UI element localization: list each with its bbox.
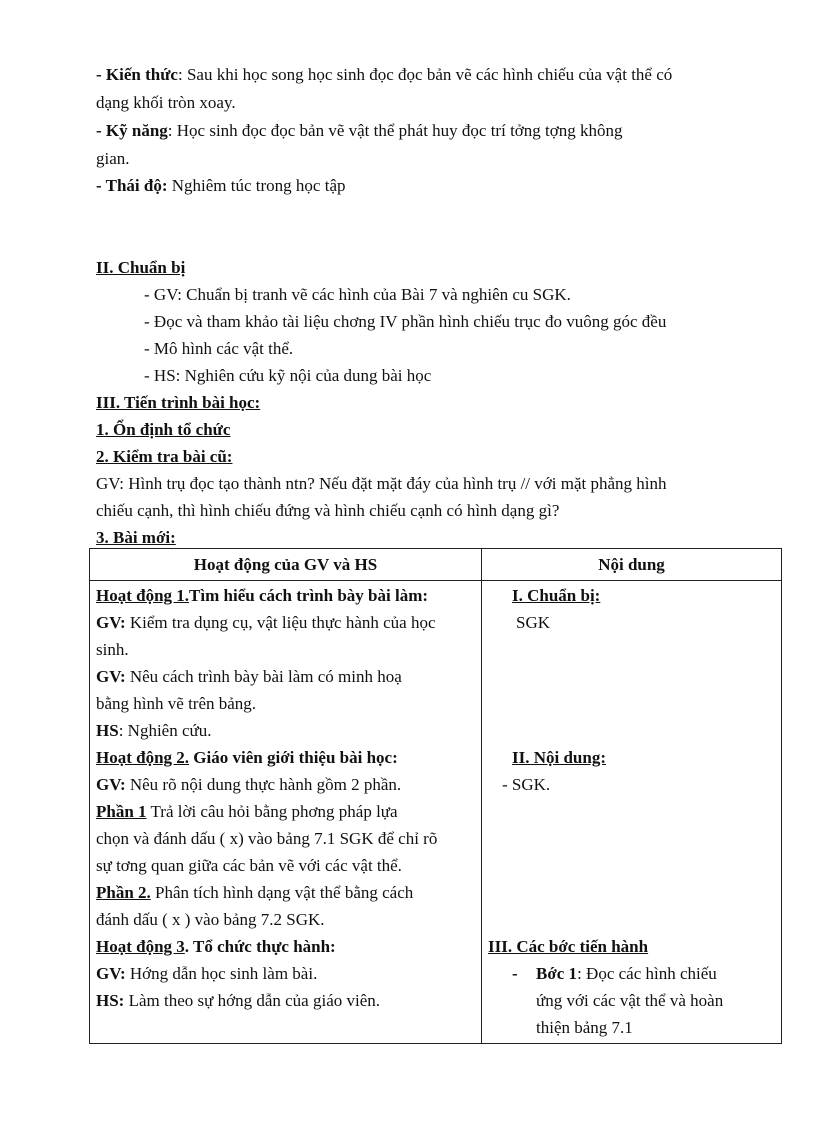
attitude-label: - Thái độ: xyxy=(96,176,168,195)
content-spacer xyxy=(482,636,781,744)
knowledge-line xyxy=(96,64,672,86)
content-prep-heading: I. Chuẩn bị: xyxy=(512,586,601,605)
preparation-item: - GV: Chuẩn bị tranh vẽ các hình của Bài 7 và nghiên cu SGK. xyxy=(144,285,571,304)
activity1-title xyxy=(90,582,481,609)
gv-label: GV: xyxy=(96,964,126,983)
activity1-gv2 xyxy=(90,663,481,690)
activity2-part1-cont: chọn và đánh dấu ( x) vào bảng 7.1 SGK để chỉ rõ xyxy=(96,829,438,848)
skill-text: : Học sinh đọc đọc bản vẽ vật thể phát huy đọc trí tởng tợng không xyxy=(167,121,623,140)
activity1-hs xyxy=(90,717,481,744)
gv-text: Nêu cách trình bày bài làm có minh hoạ xyxy=(125,667,402,686)
activity2-label: Hoạt động 2. xyxy=(96,748,190,767)
preparation-item: - Mô hình các vật thể. xyxy=(144,339,294,358)
attitude-text: Nghiêm túc trong học tập xyxy=(167,176,346,195)
part1-text: Trả lời câu hỏi bằng phơng pháp lựa xyxy=(146,802,398,821)
col-header-content: Nội dung xyxy=(482,549,782,581)
gv-label: GV: xyxy=(96,613,126,632)
step1-heading: 1. Ổn định tổ chức xyxy=(96,420,231,439)
content-content-text: - SGK. xyxy=(502,775,551,794)
activity1-gv1 xyxy=(90,609,481,636)
activities-cell xyxy=(90,581,482,1044)
activity1-gv2-cont: bằng hình vẽ trên bảng. xyxy=(96,694,257,713)
content-step1 xyxy=(482,960,781,987)
content-step1-cont: ứng với các vật thể và hoàn xyxy=(536,991,724,1010)
hs-label: HS xyxy=(96,721,119,740)
activity1-label: Hoạt động 1. xyxy=(96,586,190,605)
skill-line xyxy=(96,120,623,142)
content-steps-heading: III. Các bớc tiến hành xyxy=(488,937,649,956)
gv-text: Nêu rõ nội dung thực hành gồm 2 phần. xyxy=(125,775,402,794)
content-prep-text: SGK xyxy=(516,613,551,632)
preparation-item: - HS: Nghiên cứu kỹ nội của dung bài học xyxy=(144,366,432,385)
activity3-gv xyxy=(90,960,481,987)
content-step1-cont2: thiện bảng 7.1 xyxy=(536,1018,633,1037)
activity3-title-rest: . Tổ chức thực hành: xyxy=(184,937,336,956)
hs-text: Làm theo sự hớng dẫn của giáo viên. xyxy=(124,991,381,1010)
activity3-hs xyxy=(90,987,481,1014)
skill-label: - Kỹ năng xyxy=(96,121,168,140)
knowledge-text: : Sau khi học song học sinh đọc đọc bản vẽ các hình chiếu của vật thể có xyxy=(177,65,673,84)
content-cell xyxy=(482,581,782,1044)
gv-text: Kiểm tra dụng cụ, vật liệu thực hành của học xyxy=(125,613,436,632)
part2-text: Phân tích hình dạng vật thể bằng cách xyxy=(150,883,414,902)
activity2-part2 xyxy=(90,879,481,906)
hs-text: : Nghiên cứu. xyxy=(118,721,212,740)
knowledge-line-2: dạng khối tròn xoay. xyxy=(96,93,236,112)
step2-heading: 2. Kiểm tra bài cũ: xyxy=(96,447,233,466)
content-content-heading: II. Nội dung: xyxy=(512,748,607,767)
table-header-row xyxy=(90,549,782,581)
review-question-2: chiếu cạnh, thì hình chiếu đứng và hình chiếu cạnh có hình dạng gì? xyxy=(96,501,560,520)
activity2-part2-cont: đánh dấu ( x ) vào bảng 7.2 SGK. xyxy=(96,910,325,929)
gv-text: Hớng dẫn học sinh làm bài. xyxy=(125,964,318,983)
activity2-title-rest: Giáo viên giới thiệu bài học: xyxy=(189,748,398,767)
gv-label: GV: xyxy=(96,775,126,794)
activity3-label: Hoạt động 3 xyxy=(96,937,185,956)
activity2-part1-cont2: sự tơng quan giữa các bản vẽ với các vật thể. xyxy=(96,856,402,875)
activity1-gv1-cont: sinh. xyxy=(96,640,129,659)
preparation-heading: II. Chuẩn bị xyxy=(96,258,186,277)
attitude-line xyxy=(96,175,346,197)
knowledge-label: - Kiến thức xyxy=(96,65,178,84)
content-spacer xyxy=(482,798,781,933)
activity1-title-rest: Tìm hiểu cách trình bày bài làm: xyxy=(189,586,429,605)
step-bullet: - xyxy=(512,964,518,983)
part1-label: Phần 1 xyxy=(96,802,147,821)
gv-label: GV: xyxy=(96,667,126,686)
part2-label: Phần 2. xyxy=(96,883,151,902)
step3-heading: 3. Bài mới: xyxy=(96,528,176,547)
activity2-gv xyxy=(90,771,481,798)
review-question: GV: Hình trụ đọc tạo thành ntn? Nếu đặt mặt đáy của hình trụ // với mặt phẳng hình xyxy=(96,474,667,493)
process-heading: III. Tiến trình bài học: xyxy=(96,393,261,412)
activity2-title xyxy=(90,744,481,771)
table-row xyxy=(90,581,782,1044)
step-label: Bớc 1 xyxy=(536,964,578,983)
col-header-activities: Hoạt động của GV và HS xyxy=(90,549,482,581)
hs-label: HS: xyxy=(96,991,125,1010)
activity2-part1 xyxy=(90,798,481,825)
lesson-table xyxy=(89,548,782,1044)
step-text: : Đọc các hình chiếu xyxy=(577,964,717,983)
preparation-item: - Đọc và tham khảo tài liệu chơng IV phần hình chiếu trục đo vuông góc đều xyxy=(144,312,667,331)
skill-line-2: gian. xyxy=(96,149,130,168)
activity3-title xyxy=(90,933,481,960)
